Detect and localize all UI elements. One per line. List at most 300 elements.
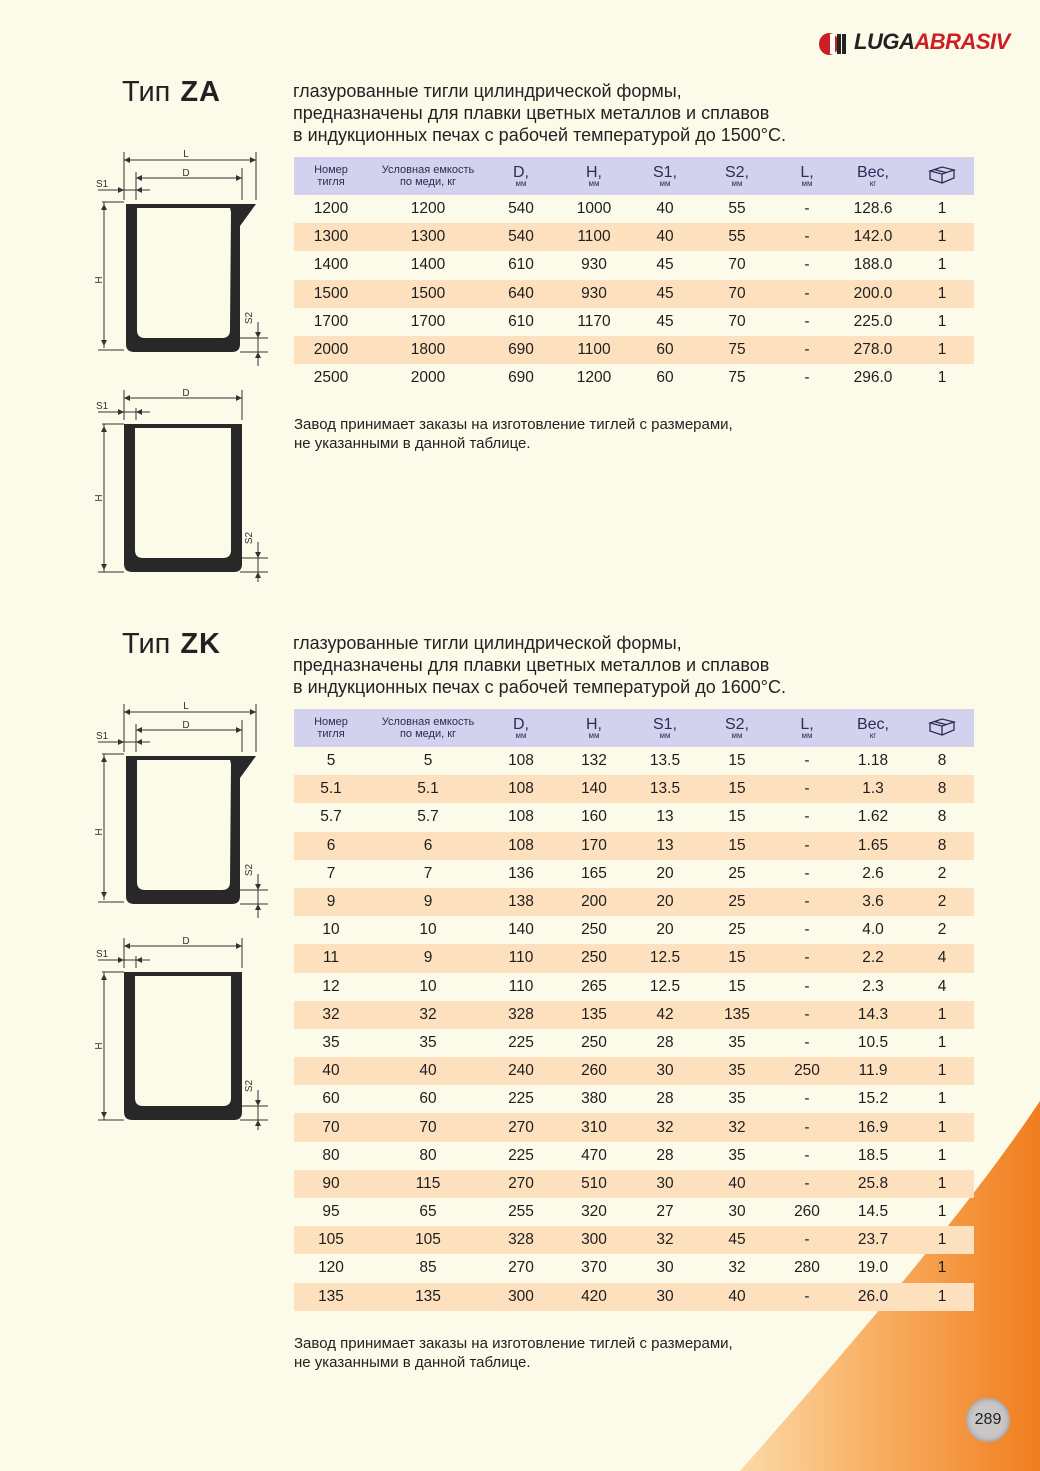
dim-label-h: H <box>94 1042 105 1050</box>
cell-l: - <box>778 1283 836 1311</box>
cell-pack: 1 <box>937 256 947 274</box>
cell-pack: 1 <box>937 200 947 218</box>
cell-d: 225 <box>508 1033 534 1051</box>
cell-capacity: 10 <box>419 921 437 939</box>
cell-h: 420 <box>554 1283 634 1311</box>
cell-weight: 1.18 <box>857 752 889 770</box>
cell-number: 90 <box>294 1170 368 1198</box>
cell-d: 108 <box>488 775 554 803</box>
cell-pack: 1 <box>910 1226 974 1254</box>
cell-d: 108 <box>508 752 534 770</box>
cell-pack: 2 <box>937 921 947 939</box>
cell-pack: 1 <box>910 1001 974 1029</box>
cell-s1: 30 <box>634 1170 696 1198</box>
cell-number: 32 <box>294 1001 368 1029</box>
cell-s1: 45 <box>656 312 674 330</box>
cell-s2: 70 <box>696 280 778 308</box>
cell-s1: 60 <box>656 369 674 387</box>
description-line: в индукционных печах с рабочей температурой до 1500°C. <box>293 125 786 145</box>
cell-l: - <box>804 1090 810 1108</box>
cell-weight: 14.3 <box>836 1001 910 1029</box>
cell-d: 270 <box>508 1259 534 1277</box>
cell-weight: 1.65 <box>836 832 910 860</box>
table-row <box>294 860 974 888</box>
cell-s1: 20 <box>656 921 674 939</box>
table-row <box>294 364 974 392</box>
logo-text-abrasiv: ABRASIV <box>914 29 1010 54</box>
table-row <box>294 280 974 308</box>
cell-pack: 1 <box>937 1033 947 1051</box>
cell-s1: 28 <box>656 1146 674 1164</box>
cell-d: 110 <box>488 944 554 972</box>
cell-h: 380 <box>581 1090 607 1108</box>
cell-s2: 70 <box>728 256 746 274</box>
cell-capacity: 135 <box>368 1283 488 1311</box>
description-line: предназначены для плавки цветных металлов и сплавов <box>293 103 770 123</box>
cell-d: 540 <box>508 200 534 218</box>
cell-d: 108 <box>488 832 554 860</box>
cell-capacity: 70 <box>368 1113 488 1141</box>
cell-l: 280 <box>794 1259 820 1277</box>
cell-pack: 1 <box>910 1057 974 1085</box>
header-h: H, мм <box>554 709 634 747</box>
cell-capacity: 1300 <box>368 223 488 251</box>
cell-capacity: 9 <box>368 888 488 916</box>
cell-weight: 188.0 <box>853 256 893 274</box>
cell-h: 200 <box>554 888 634 916</box>
cell-number: 1700 <box>313 312 349 330</box>
cell-capacity: 35 <box>419 1033 437 1051</box>
cell-s2: 15 <box>728 808 746 826</box>
dim-label-h: H <box>94 494 105 502</box>
cell-l: - <box>778 1113 836 1141</box>
cell-h: 250 <box>581 921 607 939</box>
cell-l: 260 <box>794 1203 820 1221</box>
cell-h: 1100 <box>554 336 634 364</box>
cell-weight: 16.9 <box>836 1113 910 1141</box>
cell-s1: 60 <box>634 336 696 364</box>
cell-d: 240 <box>488 1057 554 1085</box>
cell-number: 70 <box>294 1113 368 1141</box>
type-title-zk <box>122 628 221 661</box>
cell-number: 1300 <box>294 223 368 251</box>
cell-h: 300 <box>554 1226 634 1254</box>
cell-l: - <box>778 944 836 972</box>
note-line: Завод принимает заказы на изготовление тиглей с размерами, <box>294 1335 733 1352</box>
cell-d: 328 <box>488 1001 554 1029</box>
cell-l: - <box>804 977 810 995</box>
header-l: L, мм <box>778 157 836 195</box>
spec-table-za <box>294 157 974 392</box>
cell-s1: 32 <box>634 1113 696 1141</box>
cell-number: 11 <box>294 944 368 972</box>
cell-capacity: 32 <box>368 1001 488 1029</box>
cell-weight: 23.7 <box>836 1226 910 1254</box>
cell-d: 690 <box>488 336 554 364</box>
dim-label-s2: S2 <box>244 863 255 877</box>
cell-h: 370 <box>581 1259 607 1277</box>
cell-d: 255 <box>508 1203 534 1221</box>
cell-s1: 13.5 <box>634 775 696 803</box>
cell-weight: 14.5 <box>857 1203 889 1221</box>
cell-weight: 200.0 <box>836 280 910 308</box>
cell-d: 225 <box>508 1146 534 1164</box>
note-zk <box>294 1334 854 1372</box>
cell-s2: 135 <box>696 1001 778 1029</box>
cell-h: 1000 <box>576 200 612 218</box>
header-pack <box>910 709 974 747</box>
table-row <box>294 973 974 1001</box>
cell-d: 270 <box>488 1170 554 1198</box>
cell-number: 1500 <box>294 280 368 308</box>
cell-l: - <box>804 256 810 274</box>
cell-s2: 40 <box>696 1170 778 1198</box>
cell-capacity: 60 <box>419 1090 437 1108</box>
dim-label-h: H <box>94 276 105 284</box>
dim-label-d: D <box>182 168 190 179</box>
header-number: Номер тигля <box>294 709 368 747</box>
cell-weight: 10.5 <box>857 1033 889 1051</box>
table-row <box>294 1283 974 1311</box>
description-za <box>293 80 933 146</box>
dim-label-s1: S1 <box>96 949 109 960</box>
table-row <box>294 747 974 775</box>
cell-capacity: 85 <box>419 1259 437 1277</box>
header-s1: S1, мм <box>634 709 696 747</box>
dim-label-s1: S1 <box>96 401 109 412</box>
cell-s2: 15 <box>696 944 778 972</box>
note-line: Завод принимает заказы на изготовление тиглей с размерами, <box>294 416 733 433</box>
type-label: Тип <box>122 628 171 660</box>
cell-s1: 27 <box>656 1203 674 1221</box>
cell-capacity: 2000 <box>410 369 446 387</box>
cell-h: 1200 <box>576 369 612 387</box>
cell-s1: 20 <box>656 864 674 882</box>
cell-s2: 32 <box>696 1113 778 1141</box>
cell-l: - <box>778 280 836 308</box>
cell-s1: 40 <box>656 200 674 218</box>
cell-weight: 2.3 <box>862 977 884 995</box>
cell-pack: 1 <box>910 1283 974 1311</box>
cell-h: 135 <box>554 1001 634 1029</box>
table-row <box>294 1113 974 1141</box>
cell-s1: 13 <box>656 808 674 826</box>
description-zk <box>293 632 933 698</box>
dim-label-h: H <box>94 828 105 836</box>
cell-capacity: 1800 <box>368 336 488 364</box>
cell-s2: 15 <box>696 775 778 803</box>
cell-l: - <box>804 921 810 939</box>
cell-pack: 1 <box>937 1203 947 1221</box>
cell-capacity: 9 <box>368 944 488 972</box>
cell-d: 610 <box>508 312 534 330</box>
cell-number: 2000 <box>294 336 368 364</box>
table-row <box>294 223 974 251</box>
cell-weight: 4.0 <box>862 921 884 939</box>
cell-capacity: 1700 <box>410 312 446 330</box>
cell-l: 250 <box>778 1057 836 1085</box>
cell-d: 328 <box>488 1226 554 1254</box>
header-h: H, мм <box>554 157 634 195</box>
note-line: не указанными в данной таблице. <box>294 435 531 452</box>
cell-h: 260 <box>554 1057 634 1085</box>
cell-d: 300 <box>488 1283 554 1311</box>
cell-capacity: 40 <box>368 1057 488 1085</box>
cell-s2: 30 <box>728 1203 746 1221</box>
cell-weight: 1.3 <box>836 775 910 803</box>
cell-l: - <box>778 888 836 916</box>
cell-l: - <box>778 1170 836 1198</box>
cell-pack: 8 <box>937 752 947 770</box>
cell-s2: 70 <box>728 312 746 330</box>
cell-weight: 1.62 <box>857 808 889 826</box>
crucible-diagram-plain-zk <box>88 932 278 1132</box>
cell-number: 135 <box>294 1283 368 1311</box>
cell-s2: 75 <box>696 336 778 364</box>
cell-pack: 4 <box>910 944 974 972</box>
cell-s2: 25 <box>728 921 746 939</box>
cell-s2: 15 <box>696 832 778 860</box>
cell-h: 170 <box>554 832 634 860</box>
cell-s2: 35 <box>728 1090 746 1108</box>
logo-mark-icon <box>818 31 848 57</box>
cell-d: 640 <box>488 280 554 308</box>
cell-s2: 25 <box>728 864 746 882</box>
cell-weight: 3.6 <box>836 888 910 916</box>
cell-number: 10 <box>322 921 340 939</box>
header-capacity: Условная емкость по меди, кг <box>368 157 488 195</box>
cell-pack: 1 <box>910 1170 974 1198</box>
cell-number: 60 <box>322 1090 340 1108</box>
cell-s1: 13 <box>634 832 696 860</box>
header-number: Номер тигля <box>294 157 368 195</box>
cell-number: 5.7 <box>320 808 342 826</box>
cell-weight: 142.0 <box>836 223 910 251</box>
cell-h: 1170 <box>577 312 611 330</box>
table-row <box>294 944 974 972</box>
cell-pack: 2 <box>937 864 947 882</box>
cell-d: 138 <box>488 888 554 916</box>
dim-label-d: D <box>182 388 190 399</box>
cell-d: 225 <box>508 1090 534 1108</box>
cell-number: 1400 <box>313 256 349 274</box>
cell-d: 110 <box>508 977 534 995</box>
cell-weight: 128.6 <box>853 200 893 218</box>
cell-capacity: 65 <box>419 1203 437 1221</box>
cell-capacity: 1500 <box>368 280 488 308</box>
cell-number: 120 <box>318 1259 344 1277</box>
cell-h: 140 <box>554 775 634 803</box>
note-za <box>294 415 854 453</box>
cell-s1: 28 <box>656 1090 674 1108</box>
table-row <box>294 803 974 831</box>
cell-l: - <box>804 864 810 882</box>
table-row <box>294 832 974 860</box>
cell-pack: 8 <box>910 832 974 860</box>
table-row <box>294 308 974 336</box>
cell-number: 12 <box>322 977 340 995</box>
cell-h: 1100 <box>554 223 634 251</box>
cell-weight: 296.0 <box>853 369 893 387</box>
cell-l: - <box>778 1226 836 1254</box>
cell-l: - <box>778 336 836 364</box>
crucible-diagram-spout-za <box>88 146 278 376</box>
cell-s1: 32 <box>634 1226 696 1254</box>
cell-h: 165 <box>581 864 607 882</box>
cell-d: 540 <box>488 223 554 251</box>
table-header-row <box>294 709 974 747</box>
cell-h: 320 <box>581 1203 607 1221</box>
cell-h: 310 <box>554 1113 634 1141</box>
cell-d: 108 <box>508 808 534 826</box>
cell-capacity: 5.7 <box>417 808 439 826</box>
cell-s2: 55 <box>728 200 746 218</box>
crucible-diagram-plain-za <box>88 384 278 584</box>
cell-l: - <box>804 1146 810 1164</box>
cell-capacity: 5 <box>423 752 433 770</box>
cell-weight: 26.0 <box>836 1283 910 1311</box>
table-row <box>294 1198 974 1226</box>
cell-h: 510 <box>554 1170 634 1198</box>
type-code: ZK <box>180 628 222 660</box>
cell-s1: 30 <box>634 1283 696 1311</box>
cell-weight: 11.9 <box>836 1057 910 1085</box>
cell-l: - <box>804 200 810 218</box>
cell-pack: 1 <box>937 369 947 387</box>
cell-pack: 1 <box>937 1259 947 1277</box>
table-row <box>294 775 974 803</box>
header-d: D, мм <box>488 709 554 747</box>
header-s2: S2, мм <box>696 157 778 195</box>
cell-capacity: 1200 <box>410 200 446 218</box>
cell-capacity: 6 <box>368 832 488 860</box>
cell-number: 80 <box>322 1146 340 1164</box>
cell-number: 95 <box>322 1203 340 1221</box>
header-d: D, мм <box>488 157 554 195</box>
cell-l: - <box>804 1033 810 1051</box>
cell-number: 40 <box>294 1057 368 1085</box>
cell-pack: 1 <box>937 1090 947 1108</box>
cell-capacity: 105 <box>368 1226 488 1254</box>
cell-s2: 55 <box>696 223 778 251</box>
table-row <box>294 251 974 279</box>
cell-s1: 45 <box>634 280 696 308</box>
cell-d: 136 <box>508 864 534 882</box>
header-s1: S1, мм <box>634 157 696 195</box>
brand-logo <box>818 28 1023 62</box>
cell-number: 9 <box>294 888 368 916</box>
box-icon <box>928 164 956 184</box>
cell-number: 5.1 <box>294 775 368 803</box>
cell-number: 35 <box>322 1033 340 1051</box>
dim-label-s1: S1 <box>96 731 109 742</box>
cell-s2: 35 <box>728 1146 746 1164</box>
cell-pack: 1 <box>910 1113 974 1141</box>
cell-pack: 1 <box>937 312 947 330</box>
table-row <box>294 1001 974 1029</box>
cell-s1: 28 <box>656 1033 674 1051</box>
cell-pack: 1 <box>910 336 974 364</box>
cell-l: - <box>804 369 810 387</box>
table-row <box>294 1254 974 1282</box>
cell-s2: 35 <box>696 1057 778 1085</box>
cell-pack: 1 <box>937 1146 947 1164</box>
cell-h: 250 <box>554 944 634 972</box>
cell-d: 270 <box>488 1113 554 1141</box>
cell-d: 690 <box>508 369 534 387</box>
cell-capacity: 7 <box>423 864 433 882</box>
cell-s1: 12.5 <box>634 944 696 972</box>
cell-number: 7 <box>326 864 336 882</box>
cell-s1: 45 <box>656 256 674 274</box>
dim-label-d: D <box>182 720 190 731</box>
cell-d: 140 <box>508 921 534 939</box>
table-row <box>294 1142 974 1170</box>
cell-l: - <box>778 775 836 803</box>
cell-capacity: 10 <box>419 977 437 995</box>
cell-pack: 8 <box>910 775 974 803</box>
table-row <box>294 1085 974 1113</box>
header-capacity: Условная емкость по меди, кг <box>368 709 488 747</box>
cell-h: 265 <box>581 977 607 995</box>
cell-s2: 15 <box>728 977 746 995</box>
cell-s1: 20 <box>634 888 696 916</box>
cell-s2: 45 <box>696 1226 778 1254</box>
cell-weight: 2.2 <box>836 944 910 972</box>
cell-s1: 13.5 <box>649 752 681 770</box>
cell-s1: 40 <box>634 223 696 251</box>
cell-weight: 2.6 <box>862 864 884 882</box>
page-number: 289 <box>966 1398 1010 1442</box>
cell-h: 250 <box>581 1033 607 1051</box>
dim-label-s2: S2 <box>244 311 255 325</box>
box-icon <box>928 716 956 736</box>
table-row <box>294 1170 974 1198</box>
cell-l: - <box>778 223 836 251</box>
table-row <box>294 1029 974 1057</box>
header-l: L, мм <box>778 709 836 747</box>
spec-table-zk <box>294 709 974 1311</box>
cell-s1: 30 <box>634 1057 696 1085</box>
cell-weight: 18.5 <box>857 1146 889 1164</box>
cell-s1: 42 <box>634 1001 696 1029</box>
cell-l: - <box>804 312 810 330</box>
cell-number: 5 <box>326 752 336 770</box>
cell-s2: 40 <box>696 1283 778 1311</box>
cell-h: 160 <box>581 808 607 826</box>
cell-s2: 15 <box>728 752 746 770</box>
cell-pack: 4 <box>937 977 947 995</box>
cell-number: 105 <box>294 1226 368 1254</box>
cell-l: - <box>778 1001 836 1029</box>
cell-h: 930 <box>554 280 634 308</box>
dim-label-d: D <box>182 936 190 947</box>
table-row <box>294 1226 974 1254</box>
dim-label-s2: S2 <box>244 1079 255 1093</box>
cell-capacity: 80 <box>419 1146 437 1164</box>
cell-weight: 19.0 <box>857 1259 889 1277</box>
cell-s2: 32 <box>728 1259 746 1277</box>
cell-s2: 75 <box>728 369 746 387</box>
cell-number: 2500 <box>313 369 349 387</box>
table-header-row <box>294 157 974 195</box>
table-row <box>294 916 974 944</box>
description-line: в индукционных печах с рабочей температурой до 1600°C. <box>293 677 786 697</box>
cell-s2: 35 <box>728 1033 746 1051</box>
cell-weight: 278.0 <box>836 336 910 364</box>
cell-weight: 15.2 <box>857 1090 889 1108</box>
cell-s2: 25 <box>696 888 778 916</box>
